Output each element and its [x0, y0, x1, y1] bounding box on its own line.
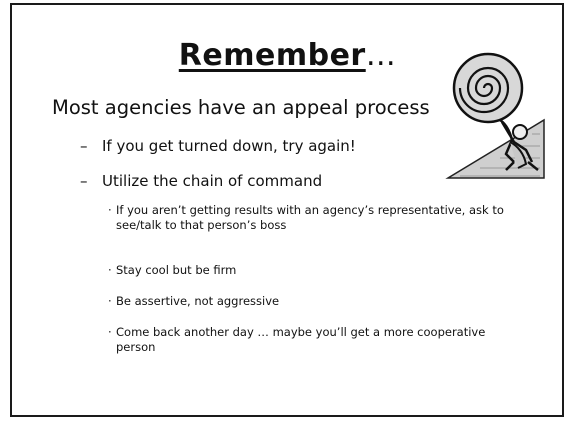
bullet-text: Stay cool but be firm	[116, 263, 237, 277]
bullet-item	[108, 294, 506, 309]
sub-point-text: Utilize the chain of command	[102, 172, 323, 190]
main-point: Most agencies have an appeal process	[52, 96, 430, 119]
bullet-item	[108, 263, 506, 278]
dash-marker: –	[80, 137, 88, 155]
bullet-marker: ·	[108, 263, 112, 277]
dash-marker: –	[80, 172, 88, 190]
slide-title-text: Remember	[178, 38, 366, 73]
bullet-item	[108, 325, 506, 355]
bullet-marker: ·	[108, 294, 112, 308]
bullet-text: Be assertive, not aggressive	[116, 294, 280, 308]
bullet-text: If you aren’t getting results with an agency’s representative, ask to see/talk to that person’s boss	[116, 203, 504, 232]
bullet-text: Come back another day … maybe you’ll get a more cooperative person	[116, 325, 486, 354]
bullet-item	[108, 203, 506, 233]
sub-point-item	[80, 137, 356, 155]
bullet-marker: ·	[108, 325, 112, 339]
boulder-pushing-clipart	[440, 50, 548, 184]
slide-title-ellipsis: …	[365, 38, 397, 73]
sub-point-text: If you get turned down, try again!	[102, 137, 356, 155]
sub-point-item	[80, 172, 322, 190]
bullet-marker: ·	[108, 203, 112, 217]
